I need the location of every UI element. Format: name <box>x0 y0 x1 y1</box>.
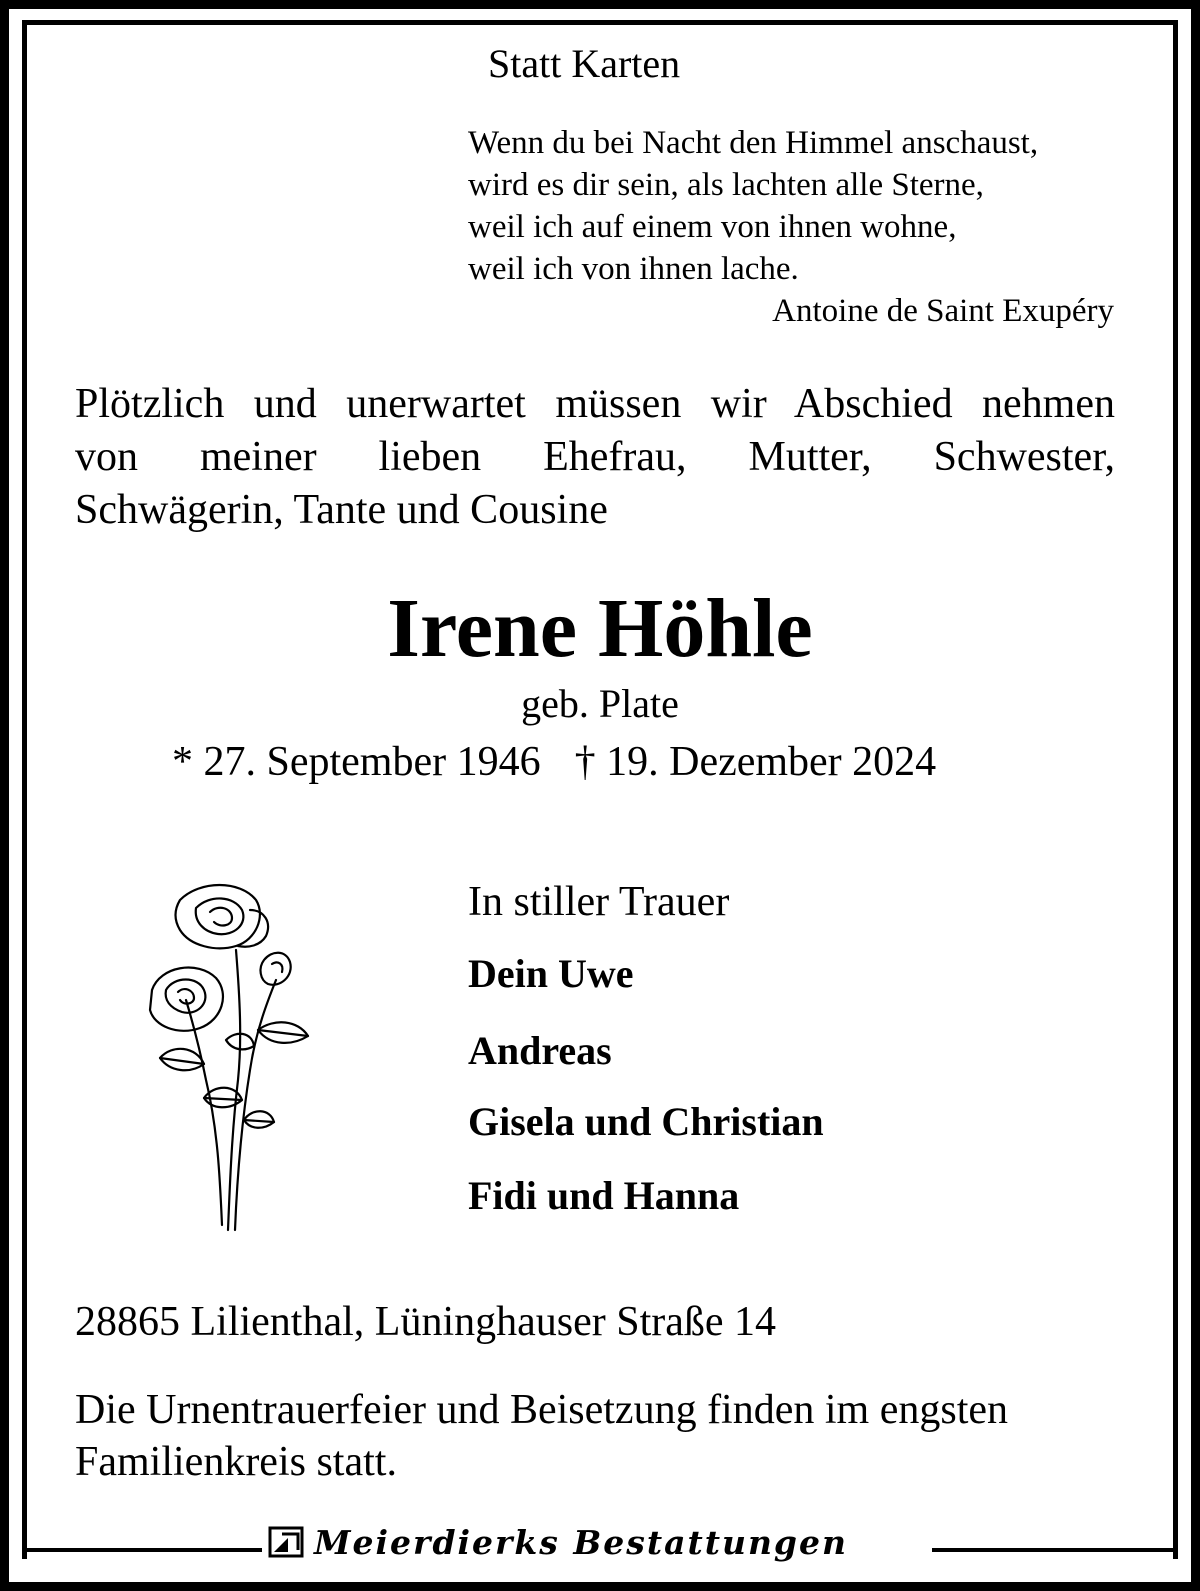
company-name: Meierdierks Bestattungen <box>314 1522 848 1562</box>
poem <box>468 122 1038 290</box>
rose-icon <box>140 880 320 1240</box>
intro-line: Plötzlich und unerwartet müssen wir Abschied nehmen <box>75 381 1115 427</box>
maiden-name: geb. Plate <box>521 681 679 726</box>
company-logo <box>268 1522 848 1562</box>
death-date: † 19. Dezember 2024 <box>574 739 937 785</box>
footer-rule-left <box>22 1548 262 1552</box>
ceremony-line: Die Urnentrauerfeier und Beisetzung finden im engsten <box>75 1387 1009 1433</box>
birth-date: * 27. September 1946 <box>172 739 541 785</box>
mourner-name: Dein Uwe <box>468 951 634 996</box>
ceremony-notice <box>75 1384 1008 1488</box>
mourner-name: Andreas <box>468 1028 612 1073</box>
life-dates <box>172 738 936 786</box>
deceased-name: Irene Höhle <box>387 582 813 675</box>
intro-line: von meiner lieben Ehefrau, Mutter, Schwester, <box>75 434 1115 480</box>
poem-line: Wenn du bei Nacht den Himmel anschaust, <box>468 125 1039 161</box>
header-title: Statt Karten <box>488 41 681 86</box>
intro-line: Schwägerin, Tante und Cousine <box>75 487 608 533</box>
poem-author: Antoine de Saint Exupéry <box>772 293 1114 329</box>
mourning-heading: In stiller Trauer <box>468 879 730 925</box>
mourner-name: Gisela und Christian <box>468 1099 824 1144</box>
address: 28865 Lilienthal, Lüninghauser Straße 14 <box>75 1299 777 1345</box>
mourner-name: Fidi und Hanna <box>468 1173 740 1218</box>
ceremony-line: Familienkreis statt. <box>75 1439 397 1485</box>
footer-rule-right <box>932 1548 1178 1552</box>
intro-text <box>75 378 1115 537</box>
company-logo-icon <box>268 1526 304 1558</box>
poem-line: wird es dir sein, als lachten alle Sterne, <box>468 167 984 203</box>
poem-line: weil ich von ihnen lache. <box>468 251 799 287</box>
poem-line: weil ich auf einem von ihnen wohne, <box>468 209 957 245</box>
